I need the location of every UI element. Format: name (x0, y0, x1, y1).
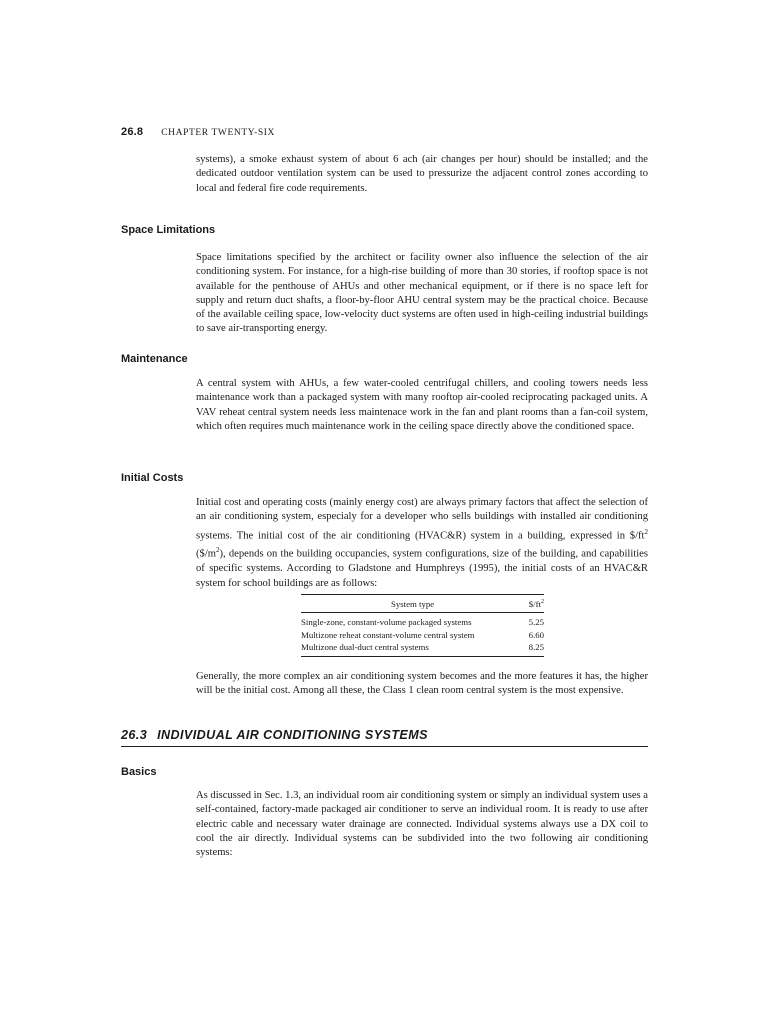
superscript-2: 2 (644, 527, 648, 536)
running-header (121, 126, 275, 138)
paragraph-initial-costs-closing: Generally, the more complex an air conditioning system becomes and the more features it has, the higher will be the initial cost. Among all these, the Class 1 clean room central system is the most expensive. (196, 671, 648, 697)
paragraph-initial-costs (196, 496, 648, 591)
column-header-system-type: System type (390, 599, 435, 609)
page-number: 26.8 (121, 126, 144, 138)
column-header-cost (524, 595, 544, 613)
chapter-title: CHAPTER TWENTY-SIX (161, 128, 276, 138)
system-type-cell: Single-zone, constant-volume packaged systems (301, 617, 472, 627)
section-heading (121, 728, 648, 747)
table-header-row (301, 595, 544, 613)
cost-unit: $/ft (528, 599, 541, 609)
paragraph-space-limitations: Space limitations specified by the architect or facility owner also influence the selection of the air conditioning system. For instance, for a high-rise building of more than 30 stories, if rooftop space is not available for the penthouse of AHUs and other mechanical equipment, or if there is no space left for supply and return duct shafts, a floor-by-floor AHU central system may be the practical choice. Because of the available ceiling space, low-velocity duct systems are often used in high-ceiling industrial buildings to save air-transporting energy. (196, 252, 648, 335)
superscript-2: 2 (216, 546, 220, 555)
section-title: INDIVIDUAL AIR CONDITIONING SYSTEMS (157, 728, 428, 742)
heading-basics: Basics (121, 766, 157, 778)
intro-paragraph: systems), a smoke exhaust system of about 6 ach (air changes per hour) should be installed; and the dedicated outdoor ventilation system can be used to pressurize the adjacent control zones according to local and federal fire code requirements. (196, 154, 648, 194)
heading-space-limitations: Space Limitations (121, 224, 216, 236)
initial-costs-text-part-2: ($/m (196, 548, 217, 560)
cost-cell: 8.25 (528, 642, 544, 653)
initial-costs-text-part-1: Initial cost and operating costs (mainly energy cost) are always primary factors that affect the selection of an air conditioning system, especialy for a developer who sells buildings with installed air conditioning systems. The initial cost of the air conditioning (HVAC&R) system in a building, expressed in $/ft (196, 497, 648, 542)
superscript-2: 2 (541, 599, 544, 606)
table-row (301, 629, 544, 642)
paragraph-maintenance: A central system with AHUs, a few water-cooled centrifugal chillers, and cooling towers needs less maintenance work than a packaged system with many rooftop air-cooled reciprocating packaged units. A VAV reheat central system needs less maintenace work in the fan and plant rooms than a fan-coil system, which often requires much maintenance work in the ceiling space directly above the conditioned space. (196, 378, 648, 432)
initial-costs-text-part-3: ), depends on the building occupancies, system configurations, size of the building, and capabilities of specific systems. According to Gladstone and Humphreys (1995), the initial costs of an HVAC&R system for school buildings are as follows: (196, 548, 648, 589)
system-type-cell: Multizone reheat constant-volume central system (301, 629, 475, 640)
cost-table (301, 594, 544, 657)
heading-initial-costs: Initial Costs (121, 472, 184, 484)
table-row (301, 641, 544, 656)
table-row (301, 613, 544, 629)
cost-cell: 5.25 (528, 617, 544, 627)
heading-maintenance: Maintenance (121, 353, 188, 365)
section-number: 26.3 (121, 728, 148, 742)
paragraph-basics: As discussed in Sec. 1.3, an individual room air conditioning system or simply an individual system uses a self-contained, factory-made packaged air conditioner to serve an individual room. It is ready to use after electric cable and necessary water drainage are connected. Individual systems always use a DX coil to cool the air directly. Individual systems can be subdivided into the two following air conditioning systems: (196, 790, 648, 859)
cost-cell: 6.60 (528, 629, 544, 640)
system-type-cell: Multizone dual-duct central systems (301, 642, 429, 653)
